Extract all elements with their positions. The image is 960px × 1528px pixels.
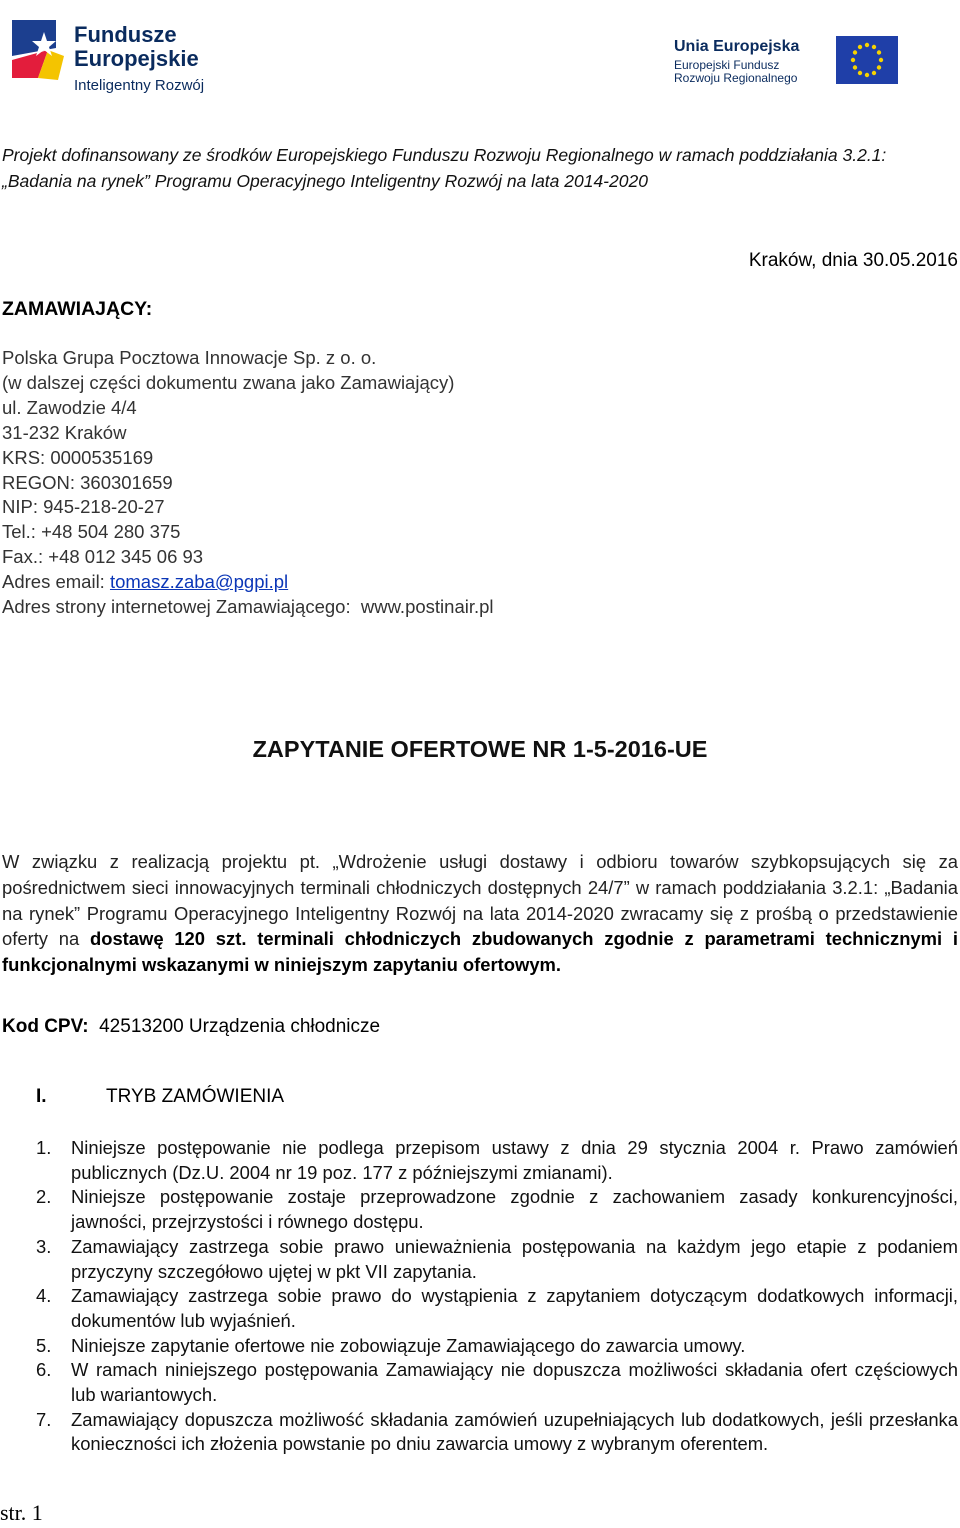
fundusze-europejskie-logo — [8, 10, 248, 100]
list-item — [36, 1185, 958, 1234]
intro-bold-terminals: terminali chłodniczych zbudowanych zgodnie z parametrami technicznymi i funkcjonalnymi wskazanymi w niniejszym zapytaniu ofertowym. — [2, 928, 958, 976]
list-item-text: Zamawiający zastrzega sobie prawo unieważnienia postępowania na każdym jego etapie z podaniem przyczyny szczegółowo ujętej w pkt VII zapytania. — [71, 1235, 958, 1282]
document-title: ZAPYTANIE OFERTOWE NR 1-5-2016-UE — [252, 736, 708, 762]
www-value: www.postinair.pl — [360, 596, 494, 618]
list-item-number: 3. — [36, 1235, 52, 1257]
company-krs: KRS: 0000535169 — [2, 446, 154, 468]
unia-europejska-logo — [668, 30, 908, 92]
zamawiajacy-heading: ZAMAWIAJĄCY: — [2, 298, 153, 320]
tryb-list — [36, 1136, 958, 1457]
intro-bold-quantity: dostawę 120 szt. — [89, 928, 247, 950]
cpv-label: Kod CPV: — [2, 1016, 89, 1037]
company-street: ul. Zawodzie 4/4 — [2, 396, 137, 418]
list-item-number: 5. — [36, 1334, 52, 1356]
list-item — [36, 1284, 958, 1333]
fe-logo-line2: Europejskie — [74, 46, 199, 71]
company-fax: Fax.: +48 012 345 06 93 — [2, 546, 204, 568]
list-item-text: Zamawiający zastrzega sobie prawo do wystąpienia z zapytaniem dotyczącym dodatkowych informacji, dokumentów lub wyjaśnień. — [71, 1285, 958, 1331]
fe-logo-line3: Inteligentny Rozwój — [74, 77, 205, 94]
intro-text: W związku z realizacją projektu pt. „Wdrożenie usługi dostawy i odbioru towarów szybkopsujących się za pośrednictwem sieci innowacyjnych terminali chłodniczych dostępnych 24/7” w ramach poddziałania 3.2.1: „Badania na rynek” Programu Operacyjnego Inteligentny Rozwój na lata 2014-2020 zwracamy się z prośbą o przedstawienie oferty na — [2, 851, 958, 950]
fe-logo-line1: Fundusze — [74, 22, 177, 47]
list-item-number: 6. — [36, 1359, 52, 1381]
email-label: Adres email: — [2, 571, 110, 593]
list-item — [36, 1358, 958, 1407]
list-item — [36, 1136, 958, 1185]
list-item-text: Niniejsze postępowanie nie podlega przepisom ustawy z dnia 29 stycznia 2004 r. Prawo zamówień publicznych (Dz.U. 2004 nr 19 poz. 177 z późniejszymi zmianami). — [71, 1137, 958, 1183]
ue-logo-line3: Rozwoju Regionalnego — [674, 70, 798, 85]
list-item-text: Niniejsze zapytanie ofertowe nie zobowiązuje Zamawiającego do zawarcia umowy. — [71, 1334, 746, 1356]
fe-star-emblem-icon — [8, 16, 70, 94]
list-item — [36, 1235, 958, 1284]
eu-flag-icon — [836, 36, 898, 84]
ue-logo-line1: Unia Europejska — [674, 38, 800, 55]
document-date: Kraków, dnia 30.05.2016 — [748, 250, 958, 271]
list-item-number: 4. — [36, 1285, 52, 1307]
cpv-code — [2, 1016, 380, 1038]
intro-space — [246, 928, 257, 949]
company-note: (w dalszej części dokumentu zwana jako Zamawiający) — [2, 371, 455, 393]
list-item-text: W ramach niniejszego postępowania Zamawiający nie dopuszcza możliwości składania ofert częściowych lub wariantowych. — [71, 1359, 958, 1406]
company-name: Polska Grupa Pocztowa Innowacje Sp. z o. o. — [2, 347, 377, 368]
cpv-value: 42513200 Urządzenia chłodnicze — [88, 1016, 381, 1037]
list-item — [36, 1334, 958, 1359]
list-item — [36, 1408, 958, 1457]
company-regon: REGON: 360301659 — [2, 471, 173, 493]
section-heading — [36, 1086, 284, 1108]
ue-logo-line2: Europejski Fundusz — [674, 57, 780, 72]
email-link[interactable]: tomasz.zaba@pgpi.pl — [109, 571, 289, 593]
list-item-number: 2. — [36, 1186, 52, 1208]
contact-block — [2, 346, 494, 620]
section-title: TRYB ZAMÓWIENIA — [106, 1086, 285, 1107]
page-number: str. 1 — [0, 1500, 43, 1525]
company-www-row — [2, 595, 494, 620]
company-city: 31-232 Kraków — [2, 421, 127, 443]
intro-paragraph — [2, 849, 958, 978]
company-email-row — [2, 570, 494, 595]
list-item-number: 1. — [36, 1137, 52, 1158]
list-item-text: Niniejsze postępowanie zostaje przeprowadzone zgodnie z zachowaniem zasady konkurencyjności, jawności, przejrzystości i równego dostępu. — [71, 1186, 958, 1233]
company-nip: NIP: 945-218-20-27 — [2, 496, 165, 518]
www-label: Adres strony internetowej Zamawiającego: — [2, 596, 361, 618]
company-tel: Tel.: +48 504 280 375 — [2, 521, 181, 543]
list-item-text: Zamawiający dopuszcza możliwość składania zamówień uzupełniających lub dodatkowych, jeśli przesłanka konieczności ich złożenia powstanie po dniu zawarcia umowy z wybranym oferentem. — [71, 1408, 958, 1455]
section-number: I. — [36, 1086, 47, 1107]
project-funding-note: Projekt dofinansowany ze środków Europejskiego Funduszu Rozwoju Regionalnego w ramach poddziałania 3.2.1: „Badania na rynek” Programu Operacyjnego Inteligentny Rozwój na lata 2014-2020 — [2, 145, 887, 191]
list-item-number: 7. — [36, 1408, 52, 1430]
